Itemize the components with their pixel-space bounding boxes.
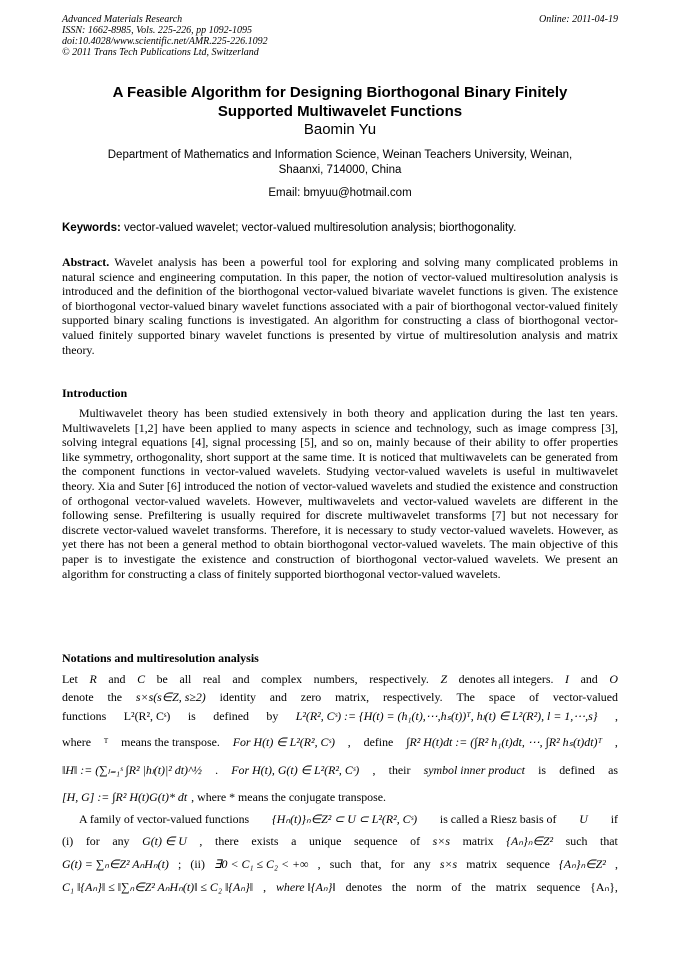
math-token: and (269, 690, 287, 704)
math-token: norm (416, 880, 442, 894)
math-token: L²(R², Cˢ) := {H(t) = (h₁(t),⋯,hₛ(t))ᵀ, hₗ(t) ∈ L²(R²), l = 1,⋯,s} (295, 709, 598, 723)
math-token: matrix (466, 857, 498, 871)
math-token: where ‖{Aₙ}‖ (275, 880, 336, 894)
math-token: unique (308, 834, 342, 848)
math-token: Z (440, 672, 448, 686)
math-token: , where * means the conjugate transpose. (191, 790, 386, 804)
math-token: complex (261, 672, 303, 686)
math-token: , (317, 857, 321, 871)
math-token: such (565, 834, 588, 848)
abstract-text: Wavelet analysis has been a powerful tool for exploring and solving many complicated problems in natural science and engineering computation. In this paper, the notion of vector-valued multiresolution analysis is introduced and the definition of the biorthogonal vector-valued bivariate wavelet functions is given. The existence of biorthogonal vector-valued binary wavelet functions associated with a pair of biorthogonal vector-valued finitely supported binary scaling functions is investigated. An algorithm for constructing a class of biorthogonal vector-valued finitely supported binary wavelet functions is presented by virtue of multiresolution analysis and matrix theory. (62, 255, 618, 357)
math-token: , (347, 735, 351, 749)
math-token: of (410, 834, 421, 848)
math-token: and (232, 672, 250, 686)
math-token: exists (251, 834, 279, 848)
math-token: {Hₙ(t)}ₙ∈Z² ⊂ U ⊂ L²(R², Cˢ) (272, 812, 418, 826)
math-token: vector-valued (552, 690, 618, 704)
math-token: (ii) (190, 857, 205, 871)
math-token: s×s(s∈Z, s≥2) (135, 690, 206, 704)
journal-name: Advanced Materials Research (62, 14, 183, 25)
math-token: s×s (432, 834, 450, 848)
math-token: is called a Riesz basis of (439, 812, 557, 826)
math-token: is (538, 763, 547, 777)
math-token: such (329, 857, 352, 871)
math-token: . (215, 763, 219, 777)
math-token: as (608, 763, 618, 777)
math-token: any (413, 857, 431, 871)
math-line (62, 834, 618, 849)
math-token: For H(t) ∈ L²(R², Cˢ) (232, 735, 335, 749)
math-token: for (85, 834, 100, 848)
math-token: , (372, 763, 376, 777)
math-token: numbers, (313, 672, 358, 686)
math-token: any (112, 834, 130, 848)
issn: ISSN: 1662-8985, Vols. 225-226, pp 1092-1095 (62, 25, 252, 36)
math-token: of (451, 880, 462, 894)
math-line (62, 709, 618, 724)
math-token: respectively. (382, 690, 443, 704)
math-token: O (609, 672, 618, 686)
section-heading-introduction: Introduction (62, 386, 128, 400)
math-token: sequence (506, 857, 550, 871)
math-token: sequence (353, 834, 398, 848)
math-token: be (156, 672, 168, 686)
math-token: the (107, 690, 123, 704)
math-token: A family of vector-valued functions (79, 812, 250, 826)
title-line-2: Supported Multiwavelet Functions (217, 103, 463, 120)
math-line (62, 690, 618, 705)
affiliation (70, 148, 610, 178)
math-token: For H(t), G(t) ∈ L²(R², Cˢ) (231, 763, 360, 777)
math-line (79, 812, 618, 827)
math-token: The (456, 690, 475, 704)
math-token: defined (213, 709, 249, 723)
math-token: [H, G] := ∫R² H(t)G(t)* dt (62, 790, 188, 804)
math-token: all (179, 672, 192, 686)
math-token: denotes (345, 880, 382, 894)
doi: doi:10.4028/www.scientific.net/AMR.225-226.1092 (62, 36, 268, 47)
author-name: Baomin Yu (303, 121, 377, 138)
math-token: I (565, 672, 569, 686)
math-token: U (579, 812, 588, 826)
math-token: and (108, 672, 126, 686)
math-token: space (488, 690, 516, 704)
math-line (62, 735, 618, 750)
math-token: where (62, 735, 92, 749)
math-token: if (610, 812, 618, 826)
math-token: the (471, 880, 486, 894)
copyright: © 2011 Trans Tech Publications Ltd, Switzerland (62, 47, 259, 58)
math-token: of (529, 690, 539, 704)
math-token: functions (62, 709, 107, 723)
math-token: C₁ ‖{Aₙ}‖ ≤ ‖∑ₙ∈Z² AₙHₙ(t)‖ ≤ C₂ ‖{Aₙ}‖ (62, 880, 254, 894)
math-token: ; (177, 857, 182, 871)
abstract-label: Abstract. (62, 255, 110, 269)
math-token: C (137, 672, 146, 686)
math-token: , (199, 834, 203, 848)
math-token: matrix (495, 880, 527, 894)
math-token: for (390, 857, 405, 871)
math-token: symbol inner product (423, 763, 525, 777)
math-token: there (215, 834, 239, 848)
math-token: {Aₙ}ₙ∈Z² (506, 834, 554, 848)
math-token: G(t) ∈ U (142, 834, 187, 848)
math-token: L²(R², Cˢ) (123, 709, 171, 723)
math-line (62, 672, 618, 687)
math-token: , (614, 735, 618, 749)
math-token: and (580, 672, 598, 686)
keywords (62, 221, 618, 236)
math-token: that, (360, 857, 382, 871)
math-token: matrix, (335, 690, 370, 704)
math-token: s×s (439, 857, 458, 871)
math-token: denote (62, 690, 94, 704)
math-line (62, 880, 618, 895)
math-token: {Aₙ}ₙ∈Z² (559, 857, 606, 871)
math-token: , (263, 880, 267, 894)
math-token: identity (219, 690, 256, 704)
section-heading-notations: Notations and multiresolution analysis (62, 651, 259, 665)
math-token: their (388, 763, 411, 777)
abstract (62, 255, 618, 357)
math-line (62, 790, 618, 805)
online-date: Online: 2011-04-19 (539, 14, 618, 25)
math-token: (i) (62, 834, 74, 848)
paper-title (62, 83, 618, 121)
affiliation-line-1: Department of Mathematics and Information Science, Weinan Teachers University, Weinan, (107, 149, 573, 161)
math-token: the (391, 880, 407, 894)
keywords-text: vector-valued wavelet; vector-valued multiresolution analysis; biorthogonality. (124, 222, 517, 234)
math-token: ∫R² H(t)dt := (∫R² h₁(t)dt, ⋯, ∫R² hₛ(t)dt)ᵀ (406, 735, 603, 749)
math-token: by (266, 709, 279, 723)
keywords-label: Keywords: (62, 222, 121, 234)
math-token: define (363, 735, 394, 749)
math-token: , (614, 709, 618, 723)
math-line (62, 857, 618, 872)
math-token: {Aₙ}, (590, 880, 618, 894)
math-token: Let (62, 672, 78, 686)
title-line-1: A Feasible Algorithm for Designing Biorthogonal Binary Finitely (112, 84, 568, 101)
math-token: means the transpose. (121, 735, 220, 749)
math-token: respectively. (369, 672, 429, 686)
math-token: matrix (462, 834, 494, 848)
math-token: real (202, 672, 221, 686)
journal-header (62, 14, 618, 58)
affiliation-line-2: Shaanxi, 714000, China (278, 164, 402, 176)
math-token: defined (559, 763, 595, 777)
math-token: a (291, 834, 297, 848)
math-token: ‖H‖ := (∑ₗ₌₁ˢ ∫R² |hₗ(t)|² dt)^½ (62, 763, 202, 777)
math-token: , (614, 857, 618, 871)
math-token: is (187, 709, 196, 723)
math-token: R (89, 672, 97, 686)
math-line (62, 763, 618, 778)
author-email: Email: bmyuu@hotmail.com (268, 187, 412, 199)
math-token: denotes all integers. (458, 672, 554, 686)
introduction-paragraph: Multiwavelet theory has been studied extensively in both theory and application during the last ten years. Multiwavelets [1,2] have been applied to many aspects in science and technology, such as image compress [3], solving integral equations [4], signal processing [5], and so on, mainly because of their ability to offer properties like symmetry, orthogonality, short support at the same time. It is noticed that multiwavelets can be generated from the component functions in vector-valued wavelets. Studying vector-valued wavelets is useful in multiwavelet theory. Xia and Suter [6] introduced the notion of vector-valued wavelets and studied the existence and construction of orthogonal vector-valued wavelets. However, multiwavelets and vector-valued wavelets are different in the following sense. Prefiltering is usually required for discrete multiwavelet transforms [7] but not necessary for discrete vector-valued wavelet transforms. Therefore, it is necessary to study vector-valued wavelets. However, as yet there has not been a general method to obtain biorthogonal vector-valued wavelets. The main objective of this paper is to investigate the existence and construction of biorthogonal vector-valued wavelets. We present an algorithm for constructing a class of finitely supported biorthogonal vector-valued wavelets. (62, 406, 618, 581)
math-token: ᵀ (103, 735, 109, 749)
math-token: that (600, 834, 618, 848)
math-token: zero (300, 690, 322, 704)
math-token: sequence (536, 880, 581, 894)
math-token: G(t) = ∑ₙ∈Z² AₙHₙ(t) (62, 857, 169, 871)
math-token: ∃0 < C₁ ≤ C₂ < +∞ (214, 857, 309, 871)
